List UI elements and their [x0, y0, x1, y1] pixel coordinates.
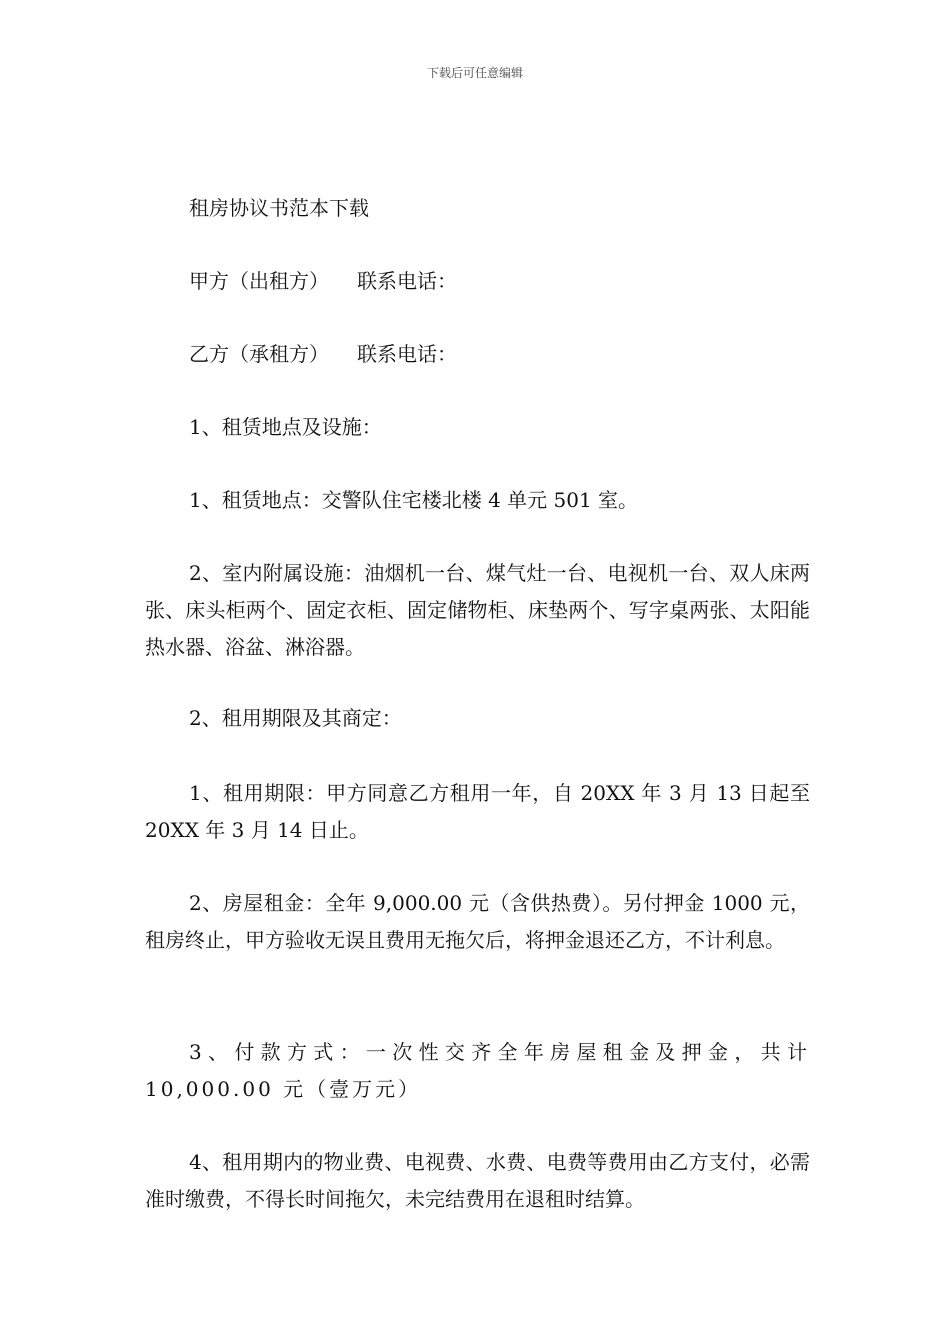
section-2-heading: 2、租用期限及其商定：: [189, 706, 402, 730]
clause-1-2: 2、室内附属设施：油烟机一台、煤气灶一台、电视机一台、双人床两张、床头柜两个、固定衣柜、固定储物柜、床垫两个、写字桌两张、太阳能热水器、浴盆、淋浴器。: [145, 561, 810, 659]
party-a-label: 甲方（出租方）: [189, 269, 329, 293]
section-1-heading: 1、租赁地点及设施：: [189, 415, 382, 439]
clause-1-1: 1、租赁地点：交警队住宅楼北楼 4 单元 501 室。: [189, 488, 639, 512]
party-b-label: 乙方（承租方）: [189, 342, 329, 366]
page-header: 下载后可任意编辑: [426, 66, 523, 80]
document-title: 租房协议书范本下载: [189, 196, 369, 220]
party-a-phone: 联系电话：: [357, 269, 457, 293]
party-a-line: [145, 263, 810, 300]
clause-2-4: 4、租用期内的物业费、电视费、水费、电费等费用由乙方支付，必需准时缴费，不得长时间拖欠，未完结费用在退租时结算。: [145, 1150, 810, 1211]
clause-2-1: 1、租用期限：甲方同意乙方租用一年，自 20XX 年 3 月 13 日起至 20XX 年 3 月 14 日止。: [145, 781, 810, 842]
party-b-line: [145, 336, 810, 373]
clause-2-3: 3、付款方式：一次性交齐全年房屋租金及押金，共计 10,000.00 元（壹万元）: [145, 1040, 810, 1101]
clause-2-2: 2、房屋租金：全年 9,000.00 元（含供热费）。另付押金 1000 元，租房终止，甲方验收无误且费用无拖欠后，将押金退还乙方，不计利息。: [145, 891, 810, 952]
party-b-phone: 联系电话：: [357, 342, 457, 366]
